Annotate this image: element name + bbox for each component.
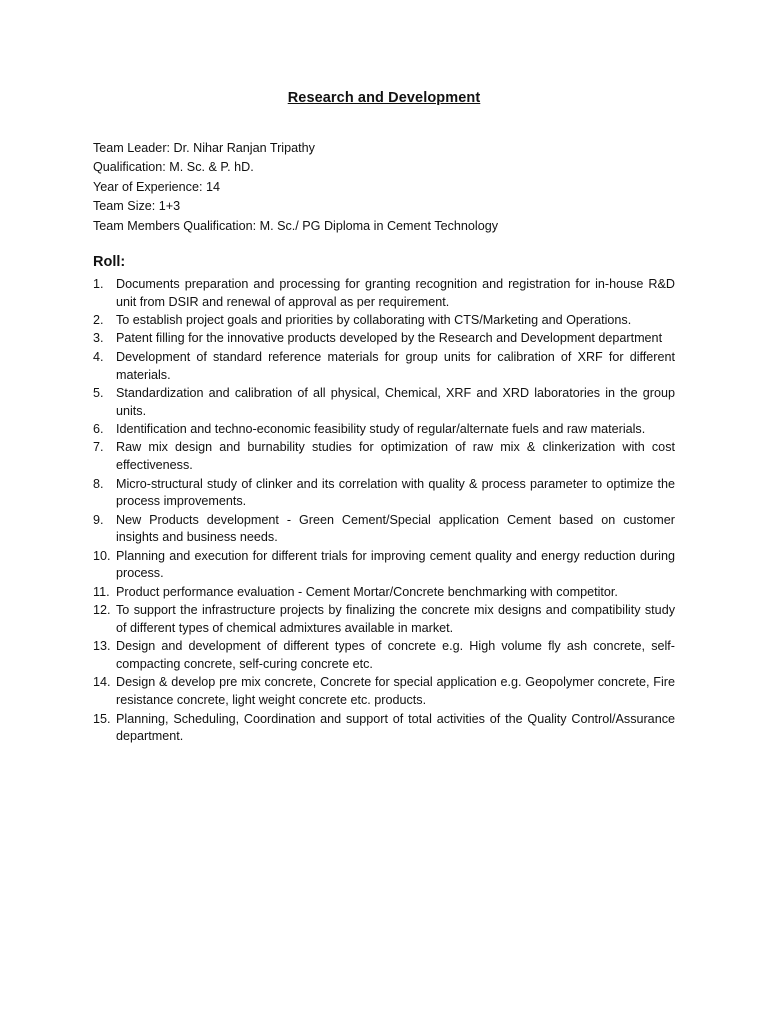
team-info — [93, 139, 683, 236]
list-item — [93, 385, 675, 420]
list-item-number: 10. — [93, 548, 111, 563]
list-item-text: New Products development - Green Cement/Special application Cement based on customer insights and business needs. — [116, 512, 675, 545]
list-item — [93, 584, 675, 602]
list-item-number: 5. — [93, 385, 104, 400]
list-item-number: 7. — [93, 440, 104, 455]
list-item-text: Design and development of different types of concrete e.g. High volume fly ash concrete, self-compacting concrete, self-curing concrete etc. — [116, 639, 675, 672]
list-item-text: Standardization and calibration of all physical, Chemical, XRF and XRD laboratories in the group units. — [116, 385, 675, 418]
list-item-text: Identification and techno-economic feasibility study of regular/alternate fuels and raw materials. — [116, 422, 646, 437]
team-size-line: Team Size: 1+3 — [93, 199, 181, 214]
list-item-number: 13. — [93, 639, 111, 654]
list-item-text: Planning and execution for different trials for improving cement quality and energy reduction during process. — [116, 548, 675, 581]
list-item-text: To support the infrastructure projects by finalizing the concrete mix designs and compatibility study of different types of chemical admixtures available in market. — [116, 603, 675, 635]
list-item — [93, 638, 675, 673]
list-item — [93, 602, 675, 637]
list-item-number: 8. — [93, 476, 104, 491]
roll-list — [93, 276, 675, 747]
list-item-number: 14. — [93, 675, 111, 690]
qualification-line: Qualification: M. Sc. & P. hD. — [93, 160, 254, 175]
list-item-text: Documents preparation and processing for granting recognition and registration for in-house R&D unit from DSIR and renewal of approval as per requirement. — [116, 277, 675, 309]
list-item-text: Raw mix design and burnability studies for optimization of raw mix & clinkerization with cost effectiveness. — [116, 440, 675, 473]
list-item — [93, 548, 675, 583]
team-members-qualification-line: Team Members Qualification: M. Sc./ PG Diploma in Cement Technology — [93, 218, 499, 233]
list-item — [93, 512, 675, 547]
list-item — [93, 312, 675, 330]
list-item — [93, 276, 675, 311]
list-item-text: Planning, Scheduling, Coordination and support of total activities of the Quality Control/Assurance department. — [116, 711, 675, 744]
experience-line: Year of Experience: 14 — [93, 179, 220, 194]
list-item — [93, 674, 675, 709]
list-item — [93, 711, 675, 746]
list-item — [93, 330, 675, 348]
document-title: Research and Development — [287, 90, 481, 106]
list-item — [93, 476, 675, 511]
list-item-text: Micro-structural study of clinker and its correlation with quality & process parameter to optimize the process improvements. — [116, 476, 675, 509]
list-item-number: 11. — [93, 584, 110, 599]
list-item-number: 9. — [93, 512, 104, 527]
list-item-number: 3. — [93, 331, 104, 346]
list-item — [93, 421, 675, 439]
list-item-text: Design & develop pre mix concrete, Concrete for special application e.g. Geopolymer concrete, Fire resistance concrete, light weight concrete etc. products. — [116, 675, 675, 708]
list-item — [93, 349, 675, 384]
list-item-number: 12. — [93, 603, 111, 618]
list-item-number: 15. — [93, 711, 111, 726]
list-item-text: Development of standard reference materials for group units for calibration of XRF for different materials. — [116, 349, 675, 382]
list-item-text: Patent filling for the innovative products developed by the Research and Development department — [116, 331, 663, 346]
list-item — [93, 439, 675, 474]
list-item-number: 6. — [93, 422, 104, 437]
list-item-number: 2. — [93, 313, 104, 328]
list-item-text: To establish project goals and priorities by collaborating with CTS/Marketing and Operations. — [116, 313, 632, 328]
team-leader-line: Team Leader: Dr. Nihar Ranjan Tripathy — [93, 141, 315, 155]
roll-heading: Roll: — [93, 254, 126, 270]
list-item-text: Product performance evaluation - Cement Mortar/Concrete benchmarking with competitor. — [116, 584, 618, 599]
list-item-number: 1. — [93, 277, 104, 291]
list-item-number: 4. — [93, 349, 104, 364]
